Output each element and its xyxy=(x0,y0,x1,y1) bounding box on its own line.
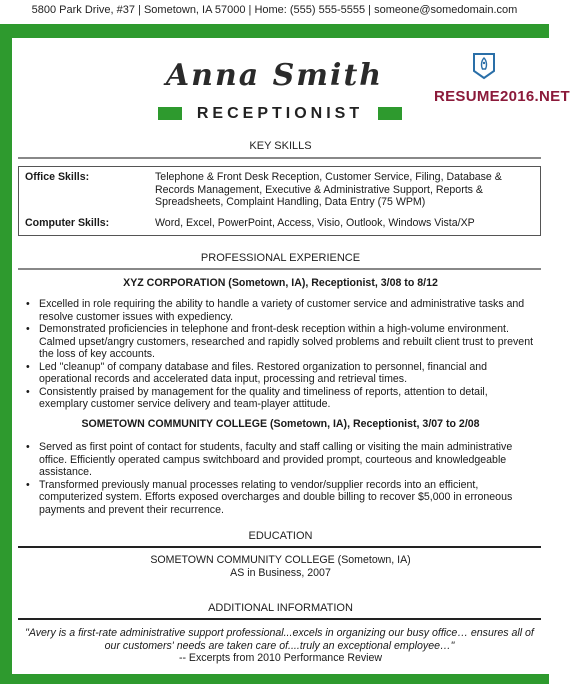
additional-info-heading: ADDITIONAL INFORMATION xyxy=(208,602,353,614)
office-skills-value: Telephone & Front Desk Reception, Customer Service, Filing, Database & Records Management, Executive & Administrative Support, Reports & Spreadsheets, Complaint Handling, Data Entry (75 WPM) xyxy=(155,171,502,208)
education-degree: AS in Business, 2007 xyxy=(230,567,331,579)
experience-heading: PROFESSIONAL EXPERIENCE xyxy=(200,252,361,264)
job-1-bullet: • Led "cleanup" of company database and files. Restored organization to personnel, financial and operational records and accelerated data input, processing and retrieval times. xyxy=(26,361,534,386)
rocket-badge-icon xyxy=(472,52,496,80)
title-accent-right xyxy=(378,107,402,120)
office-skills-label: Office Skills: xyxy=(25,171,90,183)
job-1-bullet: • Excelled in role requiring the ability to handle a variety of customer service and administrative tasks and resolve customer issues with expediency. xyxy=(26,298,534,323)
job-2-bullet: • Transformed previously manual processes relating to vendor/supplier records into an efficient, computerized system. Efforts exposed overcharges and double billing to recover $5,000 in erroneous payments and prevent their recurrence. xyxy=(26,479,534,517)
candidate-name: Anna Smith xyxy=(165,58,384,93)
experience-rule xyxy=(18,268,541,270)
computer-skills-label: Computer Skills: xyxy=(25,217,110,229)
left-green-rail xyxy=(0,38,12,674)
contact-line: 5800 Park Drive, #37 | Sometown, IA 57000 | Home: (555) 555-5555 | someone@somedomain.com xyxy=(0,0,549,24)
education-heading: EDUCATION xyxy=(248,530,313,542)
job-title: RECEPTIONIST xyxy=(196,105,364,122)
key-skills-table xyxy=(18,166,541,236)
key-skills-rule xyxy=(18,157,541,159)
brand-logo-text: RESUME2016.NET xyxy=(434,88,570,105)
job-2-header: SOMETOWN COMMUNITY COLLEGE (Sometown, IA), Receptionist, 3/07 to 2/08 xyxy=(81,418,480,430)
job-1-header: XYZ CORPORATION (Sometown, IA), Receptionist, 3/08 to 8/12 xyxy=(123,277,438,289)
job-title-banner xyxy=(158,104,402,124)
quote-attribution: -- Excerpts from 2010 Performance Review xyxy=(178,652,383,664)
computer-skills-value: Word, Excel, PowerPoint, Access, Visio, Outlook, Windows Vista/XP xyxy=(155,217,475,229)
top-green-band xyxy=(0,24,549,38)
key-skills-heading: KEY SKILLS xyxy=(249,140,312,152)
job-2-bullets xyxy=(26,441,534,516)
education-school: SOMETOWN COMMUNITY COLLEGE (Sometown, IA) xyxy=(150,554,411,566)
title-accent-left xyxy=(158,107,182,120)
job-1-bullet: • Demonstrated proficiencies in telephone and front-desk reception within a high-volume environment. Calmed upset/angry customers, researched and rapidly solved problems and rebuilt client trust to prevent the loss of key accounts. xyxy=(26,323,534,361)
additional-info-rule xyxy=(18,618,541,620)
job-1-bullets xyxy=(26,298,534,411)
job-2-bullet: • Served as first point of contact for students, faculty and staff calling or visiting the main administrative office. Efficiently operated campus switchboard and provided prompt, courteous and knowledgeable assistance. xyxy=(26,441,534,479)
job-1-bullet: • Consistently praised by management for the quality and timeliness of reports, attention to detail, exemplary customer service delivery and team-player attitude. xyxy=(26,386,534,411)
education-rule xyxy=(18,546,541,548)
performance-quote: "Avery is a first-rate administrative support professional...excels in organizing our busy office… ensures all of our customers' needs are taken care of....truly an exceptional employee…" xyxy=(25,627,534,652)
bottom-green-band xyxy=(0,674,549,684)
